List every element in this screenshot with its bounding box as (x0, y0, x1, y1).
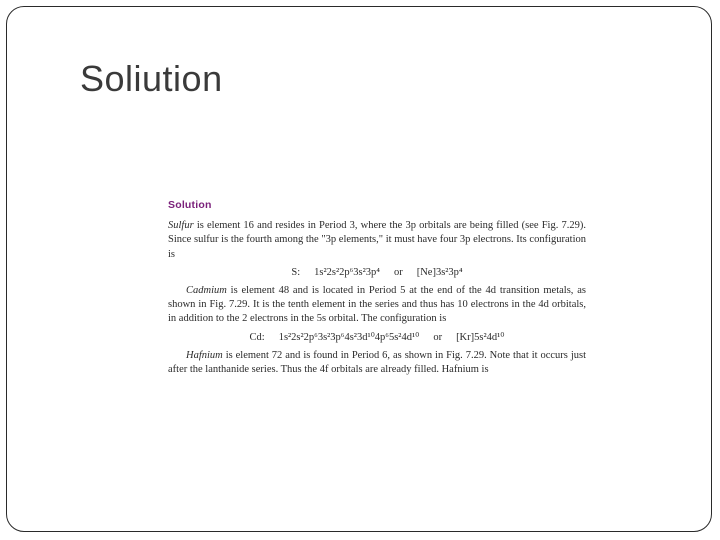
textbook-excerpt-image (168, 198, 586, 377)
formula-full: 1s²2s²2p⁶3s²3p⁶4s²3d¹⁰4p⁶5s²4d¹⁰ (278, 331, 420, 343)
formula-symbol: S: (291, 266, 301, 278)
paragraph-cadmium (168, 284, 586, 327)
paragraph-hafnium-text: is element 72 and is found in Period 6, as shown in Fig. 7.29. Note that it occurs just after the lanthanide series. Thus the 4f orbitals are already filled. Hafnium is (168, 349, 586, 376)
paragraph-sulfur (168, 219, 586, 262)
formula-symbol: Cd: (249, 331, 265, 343)
slide-title: Soliution (80, 58, 223, 99)
formula-short: [Ne]3s²3p⁴ (416, 266, 463, 278)
formula-or: or (433, 331, 443, 343)
excerpt-heading: Solution (168, 199, 212, 211)
paragraph-sulfur-text: is element 16 and resides in Period 3, where the 3p orbitals are being filled (see Fig. 7.29). Since sulfur is the fourth among the "3p elements," it must have four 3p electrons. Its configuration is (168, 220, 586, 260)
sulfur-configuration (168, 266, 586, 280)
paragraph-hafnium (168, 349, 586, 377)
cadmium-configuration (168, 331, 586, 345)
formula-short: [Kr]5s²4d¹⁰ (456, 331, 505, 343)
element-name-sulfur: Sulfur (168, 220, 194, 232)
element-name-hafnium: Hafnium (186, 349, 223, 361)
element-name-cadmium: Cadmium (186, 285, 227, 297)
formula-or: or (393, 266, 403, 278)
paragraph-cadmium-text: is element 48 and is located in Period 5 at the end of the 4d transition metals, as shown in Fig. 7.29. It is the tenth element in the series and thus has 10 electrons in the 4d orbitals, in addition to the 2 electrons in the 5s orbital. The configuration is (168, 285, 586, 325)
formula-full: 1s²2s²2p⁶3s²3p⁴ (314, 266, 380, 278)
